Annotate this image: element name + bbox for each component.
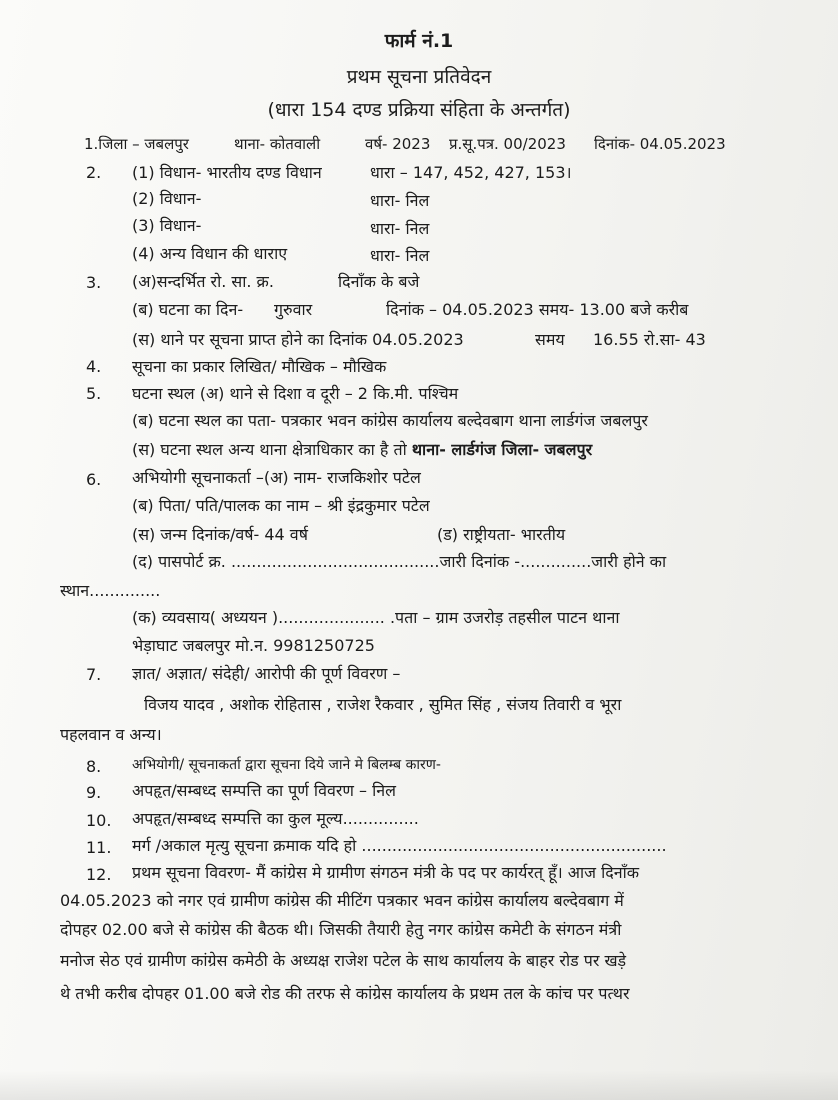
act-3-label: (3) विधान- [132, 216, 202, 235]
police-station: थाना- कोतवाली [234, 135, 321, 153]
passport-issue-place: स्थान.............. [60, 581, 161, 600]
complainant-name: अभियोगी सूचनाकर्ता –(अ) नाम- राजकिशोर पटेल [132, 468, 421, 487]
district: 1.जिला – जबलपुर [84, 135, 189, 153]
reference-date-time: दिनाँक के बजे [338, 272, 420, 291]
section-2-number: 2. [86, 163, 102, 182]
section-3-number: 3. [86, 273, 102, 292]
other-jurisdiction-label: (स) घटना स्थल अन्य थाना क्षेत्राधिकार का है तो [132, 440, 407, 459]
stolen-property-details: अपहृत/सम्बध्द सम्पत्ति का पूर्ण विवरण – निल [132, 781, 397, 800]
death-info-number: मर्ग /अकाल मृत्यु सूचना क्रमाक यदि हो ............................................................ [132, 836, 667, 855]
act-1-sections: धारा – 147, 452, 427, 153। [370, 163, 572, 182]
document-subtitle: (धारा 154 दण्ड प्रक्रिया संहिता के अन्तर्गत) [267, 99, 571, 121]
act-4-label: (4) अन्य विधान की धाराए [132, 244, 288, 263]
incident-distance: घटना स्थल (अ) थाने से दिशा व दूरी – 2 कि.मी. पश्चिम [132, 384, 459, 403]
act-3-sections: धारा- निल [370, 219, 430, 238]
section-8-number: 8. [86, 757, 102, 776]
fir-number: प्र.सू.पत्र. 00/2023 [449, 135, 566, 153]
passport-details: (द) पासपोर्ट क्र. .........................................जारी दिनांक -..............जारी होने का [132, 552, 667, 571]
occupation-address: (क) व्यवसाय( अध्ययन )..................... .पता – ग्राम उजरोड़ तहसील पाटन थाना [132, 608, 620, 627]
info-received-time-label: समय [535, 330, 565, 349]
fir-statement-line-2: 04.05.2023 को नगर एवं ग्रामीण कांग्रेस की मीटिंग पत्रकार भवन कांग्रेस कार्यालय बल्देवबाग में [60, 891, 624, 910]
address-mobile: भेड़ाघाट जबलपुर मो.न. 9981250725 [132, 636, 375, 655]
accused-names: विजय यादव , अशोक रोहितास , राजेश रैकवार , सुमित सिंह , संजय तिवारी व भूरा [144, 695, 622, 714]
page-shadow [0, 1070, 838, 1100]
complainant-nationality: (ड) राष्ट्रीयता- भारतीय [437, 525, 566, 544]
section-6-number: 6. [86, 470, 102, 489]
complainant-father-name: (ब) पिता/ पति/पालक का नाम – श्री इंद्रकुमार पटेल [132, 496, 430, 515]
act-2-label: (2) विधान- [132, 189, 202, 208]
document-title: प्रथम सूचना प्रतिवेदन [346, 66, 492, 88]
info-received-date: (स) थाने पर सूचना प्राप्त होने का दिनांक 04.05.2023 [132, 330, 464, 349]
information-type: सूचना का प्रकार लिखित/ मौखिक – मौखिक [132, 357, 387, 376]
form-number: फार्म नं.1 [384, 30, 454, 52]
section-5-number: 5. [86, 384, 102, 403]
fir-statement-line-3: दोपहर 02.00 बजे से कांग्रेस की बैठक थी। जिसकी तैयारी हेतु नगर कांग्रेस कमेटी के संगठन मंत्री [60, 920, 622, 939]
incident-date-time: दिनांक – 04.05.2023 समय- 13.00 बजे करीब [386, 300, 689, 319]
accused-names-cont: पहलवान व अन्य। [60, 725, 162, 744]
section-4-number: 4. [86, 357, 102, 376]
accused-heading: ज्ञात/ अज्ञात/ संदेही/ आरोपी की पूर्ण विवरण – [132, 664, 401, 683]
act-2-sections: धारा- निल [370, 191, 430, 210]
other-jurisdiction-value: थाना- लार्डगंज जिला- जबलपुर [411, 440, 593, 459]
incident-day: गुरुवार [274, 300, 313, 319]
year: वर्ष- 2023 [365, 135, 431, 153]
fir-statement-line-5: थे तभी करीब दोपहर 01.00 बजे रोड की तरफ से कांग्रेस कार्यालय के प्रथम तल के कांच पर पत्थर [60, 984, 630, 1003]
section-10-number: 10. [86, 811, 112, 830]
fir-statement-line-4: मनोज सेठ एवं ग्रामीण कांग्रेस कमेठी के अध्यक्ष राजेश पटेल के साथ कार्यालय के बाहर रोड पर खड़े [60, 951, 627, 970]
stolen-property-value: अपहृत/सम्बध्द सम्पत्ति का कुल मूल्य............... [132, 809, 419, 828]
section-12-number: 12. [86, 865, 112, 884]
delay-reason: अभियोगी/ सूचनाकर्ता द्वारा सूचना दिये जाने मे बिलम्ब कारण- [132, 757, 441, 773]
section-7-number: 7. [86, 665, 102, 684]
fir-date: दिनांक- 04.05.2023 [594, 135, 726, 153]
fir-statement-line-1: प्रथम सूचना विवरण- मैं कांग्रेस मे ग्रामीण संगठन मंत्री के पद पर कार्यरत् हूँ। आज दिनाँक [132, 863, 640, 882]
info-received-time: 16.55 रो.सा- 43 [593, 330, 706, 349]
incident-address: (ब) घटना स्थल का पता- पत्रकार भवन कांग्रेस कार्यालय बल्देवबाग थाना लार्डगंज जबलपुर [132, 411, 648, 430]
complainant-age: (स) जन्म दिनांक/वर्ष- 44 वर्ष [132, 525, 308, 544]
section-11-number: 11. [86, 838, 112, 857]
act-4-sections: धारा- निल [370, 246, 430, 265]
reference-label: (अ)सन्दर्भित रो. सा. क्र. [132, 272, 274, 291]
section-9-number: 9. [86, 783, 102, 802]
other-jurisdiction [132, 439, 592, 461]
act-1-label: (1) विधान- भारतीय दण्ड विधान [132, 163, 322, 182]
incident-day-label: (ब) घटना का दिन- [132, 300, 244, 319]
